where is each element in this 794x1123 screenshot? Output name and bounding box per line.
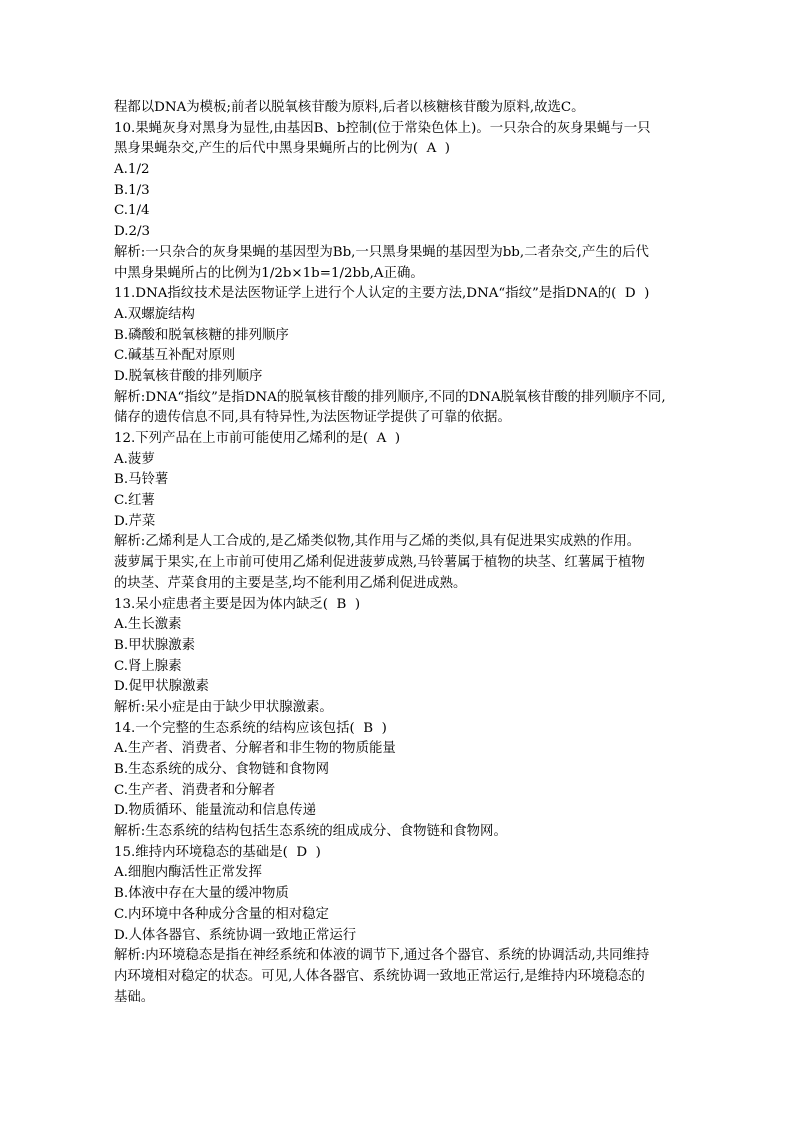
question-12-explanation-cont: 菠萝属于果实,在上市前可使用乙烯利促进菠萝成熟,马铃薯属于植物的块茎、红薯属于植物 [114, 555, 645, 571]
question-15-option-b: B.体液中存在大量的缓冲物质 [114, 886, 289, 902]
question-15-explanation: 解析:内环境稳态是指在神经系统和体液的调节下,通过各个器官、系统的协调活动,共同维持 [114, 948, 650, 964]
question-12-explanation-cont-2: 的块茎、芹菜食用的主要是茎,均不能利用乙烯利促进成熟。 [114, 575, 467, 591]
answer-explanation-q9-end: 程都以DNA为模板;前者以脱氧核苷酸为原料,后者以核糖核苷酸为原料,故选C。 [114, 100, 585, 115]
question-11-explanation: 解析:DNA“指纹”是指DNA的脱氧核苷酸的排列顺序,不同的DNA脱氧核苷酸的排列顺序不同, [114, 389, 666, 405]
question-12-explanation: 解析:乙烯利是人工合成的,是乙烯类似物,其作用与乙烯的类似,具有促进果实成熟的作用。 [114, 534, 641, 550]
question-14-option-c: C.生产者、消费者和分解者 [114, 782, 276, 798]
question-14-option-d: D.物质循环、能量流动和信息传递 [114, 803, 316, 819]
question-10-stem: 10.果蝇灰身对黑身为显性,由基因B、b控制(位于常染色体上)。一只杂合的灰身果蝇与一只 [114, 120, 651, 136]
question-12-option-a: A.菠萝 [114, 451, 155, 467]
question-13-option-b: B.甲状腺激素 [114, 637, 196, 653]
question-11-option-c: C.碱基互补配对原则 [114, 348, 236, 364]
question-15-stem: 15.维持内环境稳态的基础是( D ) [114, 844, 321, 860]
question-14-option-a: A.生产者、消费者、分解者和非生物的物质能量 [114, 741, 396, 757]
question-10-stem-cont: 黑身果蝇杂交,产生的后代中黑身果蝇所占的比例为( A ) [114, 141, 450, 157]
question-12-option-b: B.马铃薯 [114, 472, 169, 488]
question-10-option-d: D.2/3 [114, 224, 151, 240]
question-11-stem: 11.DNA指纹技术是法医物证学上进行个人认定的主要方法,DNA“指纹”是指DNA的( D ) [114, 286, 650, 302]
question-14-option-b: B.生态系统的成分、食物链和食物网 [114, 762, 329, 777]
question-13-option-c: C.肾上腺素 [114, 658, 182, 674]
question-10-explanation-cont: 中黑身果蝇所占的比例为1/2b×1b=1/2bb,A正确。 [114, 265, 424, 281]
question-15-explanation-cont-2: 基础。 [114, 989, 155, 1005]
question-11-explanation-cont: 储存的遗传信息不同,具有特异性,为法医物证学提供了可靠的依据。 [114, 410, 511, 426]
question-10-option-c: C.1/4 [114, 203, 150, 219]
question-14-stem: 14.一个完整的生态系统的结构应该包括( B ) [114, 720, 387, 736]
question-12-stem: 12.下列产品在上市前可能使用乙烯利的是( A ) [114, 431, 401, 446]
question-11-option-b: B.磷酸和脱氧核糖的排列顺序 [114, 327, 289, 343]
question-14-explanation: 解析:生态系统的结构包括生态系统的组成成分、食物链和食物网。 [114, 824, 507, 840]
question-15-explanation-cont: 内环境相对稳定的状态。可见,人体各器官、系统协调一致地正常运行,是维持内环境稳态的 [114, 968, 645, 984]
question-15-option-c: C.内环境中各种成分含量的相对稳定 [114, 906, 329, 922]
question-13-explanation: 解析:呆小症是由于缺少甲状腺激素。 [114, 699, 333, 715]
question-15-option-d: D.人体各器官、系统协调一致地正常运行 [114, 927, 357, 943]
document-page [114, 98, 688, 1008]
question-10-option-a: A.1/2 [114, 162, 150, 178]
question-13-option-a: A.生长激素 [114, 617, 182, 633]
question-13-stem: 13.呆小症患者主要是因为体内缺乏( B ) [114, 596, 361, 612]
question-13-option-d: D.促甲状腺激素 [114, 679, 209, 695]
question-12-option-d: D.芹菜 [114, 513, 156, 529]
question-12-option-c: C.红薯 [114, 493, 155, 509]
question-15-option-a: A.细胞内酶活性正常发挥 [114, 865, 262, 881]
question-11-option-d: D.脱氧核苷酸的排列顺序 [114, 368, 263, 384]
question-11-option-a: A.双螺旋结构 [114, 306, 195, 322]
question-10-option-b: B.1/3 [114, 182, 150, 198]
question-10-explanation: 解析:一只杂合的灰身果蝇的基因型为Bb,一只黑身果蝇的基因型为bb,二者杂交,产生的后代 [114, 244, 649, 260]
